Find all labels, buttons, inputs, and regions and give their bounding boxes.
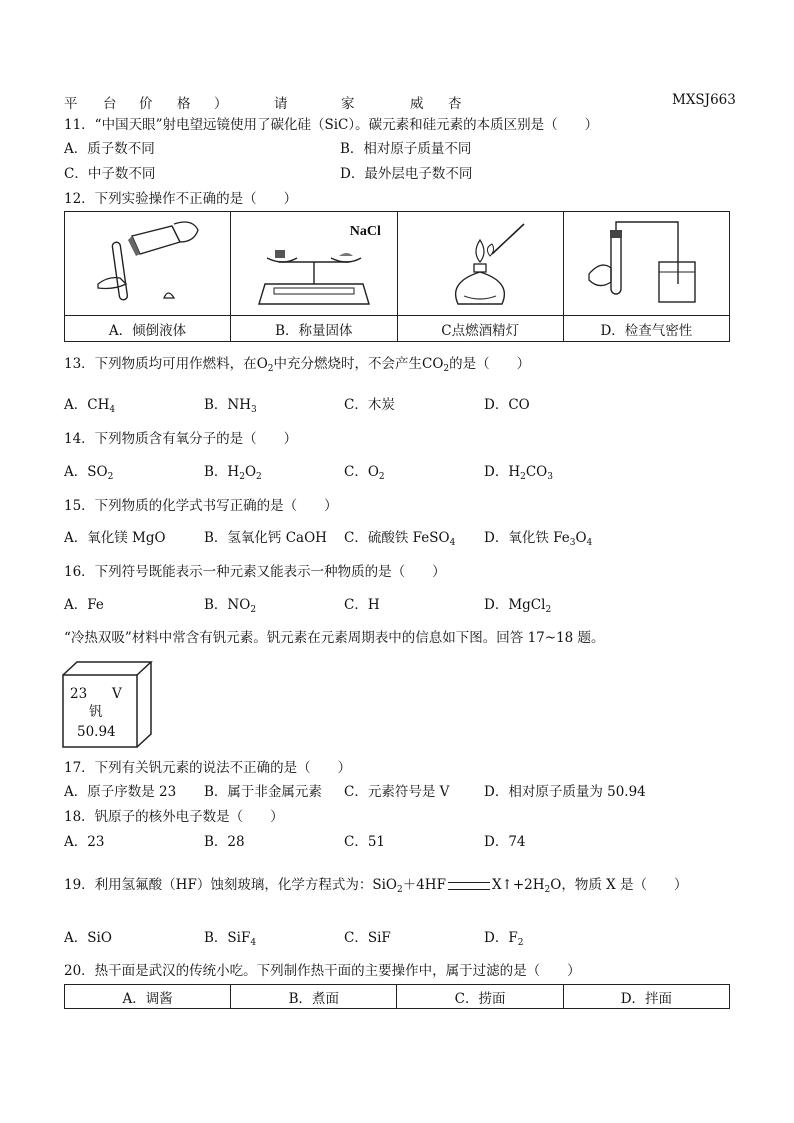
header-char: 价 [139, 96, 153, 112]
q14-option-c: C．$O_2$ [344, 464, 385, 482]
q17-stem: 17．下列有关钒元素的说法不正确的是（ ） [64, 760, 352, 776]
element-symbol: V [112, 686, 122, 702]
light-lamp-figure [397, 212, 563, 316]
q17-option-b: B．属于非金属元素 [204, 784, 322, 800]
q17-option-a: A．原子序数是 23 [64, 784, 177, 800]
q16-option-d: D．MgCl$_2$ [484, 597, 552, 615]
q16-option-a: A．Fe [64, 597, 104, 613]
q18-option-b: B．28 [204, 834, 245, 850]
q12-stem: 12．下列实验操作不正确的是（ ） [64, 191, 298, 207]
q12-caption-c: C点燃酒精灯 [397, 316, 563, 342]
q13-option-c: C．木炭 [344, 397, 395, 413]
q16-stem: 16．下列符号既能表示一种元素又能表示一种物质的是（ ） [64, 564, 446, 580]
q20-option-a: A．调酱 [65, 985, 231, 1009]
alcohol-lamp-icon [420, 214, 540, 310]
doc-code: MXSJ663 [672, 92, 736, 108]
q11-option-b: B．相对原子质量不同 [340, 141, 472, 157]
q20-option-b: B．煮面 [231, 985, 397, 1009]
airtight-apparatus-icon [581, 214, 711, 310]
q14-stem: 14．下列物质含有氧分子的是（ ） [64, 431, 298, 447]
pour-liquid-figure [65, 212, 231, 316]
q13-stem-mid: 中充分燃烧时，不会产生 [273, 356, 422, 372]
q13-stem [64, 355, 530, 373]
q19-option-a: A．SiO [64, 930, 112, 946]
element-mass: 50.94 [77, 724, 116, 740]
weigh-solid-figure [231, 212, 398, 316]
header-char: 威 [410, 96, 424, 112]
q18-option-a: A．23 [64, 834, 105, 850]
q14-option-b: B．$H_2O_2$ [204, 464, 262, 482]
q15-option-d: D．氧化铁 $Fe_3O_4$ [484, 530, 593, 548]
q13-option-d: D．CO [484, 397, 530, 413]
header-char: 台 [103, 96, 117, 112]
q15-stem: 15．下列物质的化学式书写正确的是（ ） [64, 498, 338, 514]
q11-stem: 11．“中国天眼”射电望远镜使用了碳化硅（SiC）。碳元素和硅元素的本质区别是（ ） [64, 117, 599, 133]
pour-liquid-icon [88, 214, 208, 310]
equation-sio2: SiO [372, 877, 397, 893]
q14-option-d: D．$H_2CO_3$ [484, 464, 553, 482]
element-name: 钒 [89, 704, 103, 720]
q13-co-sub: 2 [443, 364, 450, 374]
header-char: 请 [274, 96, 288, 112]
equals-sign [448, 882, 490, 890]
q11-option-d: D．最外层电子数不同 [340, 166, 473, 182]
header-char: 家 [341, 96, 355, 112]
header-char: ） [214, 96, 228, 112]
q18-option-d: D．74 [484, 834, 526, 850]
airtight-check-figure [563, 212, 729, 316]
q13-co: CO [422, 356, 444, 372]
header-char: 杏 [448, 96, 462, 112]
q15-option-c: C．硫酸铁 FeSO$_4$ [344, 530, 456, 548]
q12-caption-a: A．倾倒液体 [65, 316, 231, 342]
q15-option-b: B．氢氧化钙 CaOH [204, 530, 327, 546]
nacl-label: NaCl [349, 223, 381, 239]
q19-option-b: B．SiF$_4$ [204, 930, 257, 948]
q16-option-b: B．$NO_2$ [204, 597, 257, 615]
q20-option-d: D．拌面 [563, 985, 729, 1009]
q13-o-sub: 2 [267, 364, 274, 374]
q20-table [64, 984, 730, 1009]
q13-option-a: A．$CH_4$ [64, 397, 116, 415]
q18-option-c: C．51 [344, 834, 386, 850]
q14-option-a: A．$SO_2$ [64, 464, 114, 482]
q17-option-d: D．相对原子质量为 50.94 [484, 784, 646, 800]
q11-option-a: A．质子数不同 [64, 141, 155, 157]
q13-stem-pre: 13．下列物质均可用作燃料，在 [64, 356, 257, 372]
q15-option-a: A．氧化镁 MgO [64, 530, 166, 546]
q19-option-d: D．$F_2$ [484, 930, 524, 948]
q17-option-c: C．元素符号是 V [344, 784, 450, 800]
q13-stem-post: 的是（ ） [449, 356, 531, 372]
q11-option-c: C．中子数不同 [64, 166, 156, 182]
q19-stem: 19．利用氢氟酸（HF）蚀刻玻璃，化学方程式为：SiO$_2$＋4HF $X↑+2H_2O$，物质 X 是（ ） [64, 877, 688, 895]
header-char: 格 [177, 96, 191, 112]
section-intro: “冷热双吸”材料中常含有钒元素。钒元素在元素周期表中的信息如下图。回答 17~18 题。 [64, 630, 605, 646]
q20-option-c: C．捞面 [397, 985, 563, 1009]
q18-stem: 18．钒原子的核外电子数是（ ） [64, 809, 284, 825]
q20-stem: 20．热干面是武汉的传统小吃。下列制作热干面的主要操作中，属于过滤的是（ ） [64, 963, 581, 979]
q13-o: O [256, 356, 268, 372]
element-atomic-number: 23 [70, 686, 88, 702]
q19-option-c: C．SiF [344, 930, 391, 946]
q12-caption-d: D．检查气密性 [563, 316, 729, 342]
q16-option-c: C．H [344, 597, 380, 613]
q12-caption-b: B．称量固体 [231, 316, 398, 342]
q13-option-b: B．$NH_3$ [204, 397, 257, 415]
q12-table [64, 211, 730, 342]
header-char: 平 [64, 96, 78, 112]
